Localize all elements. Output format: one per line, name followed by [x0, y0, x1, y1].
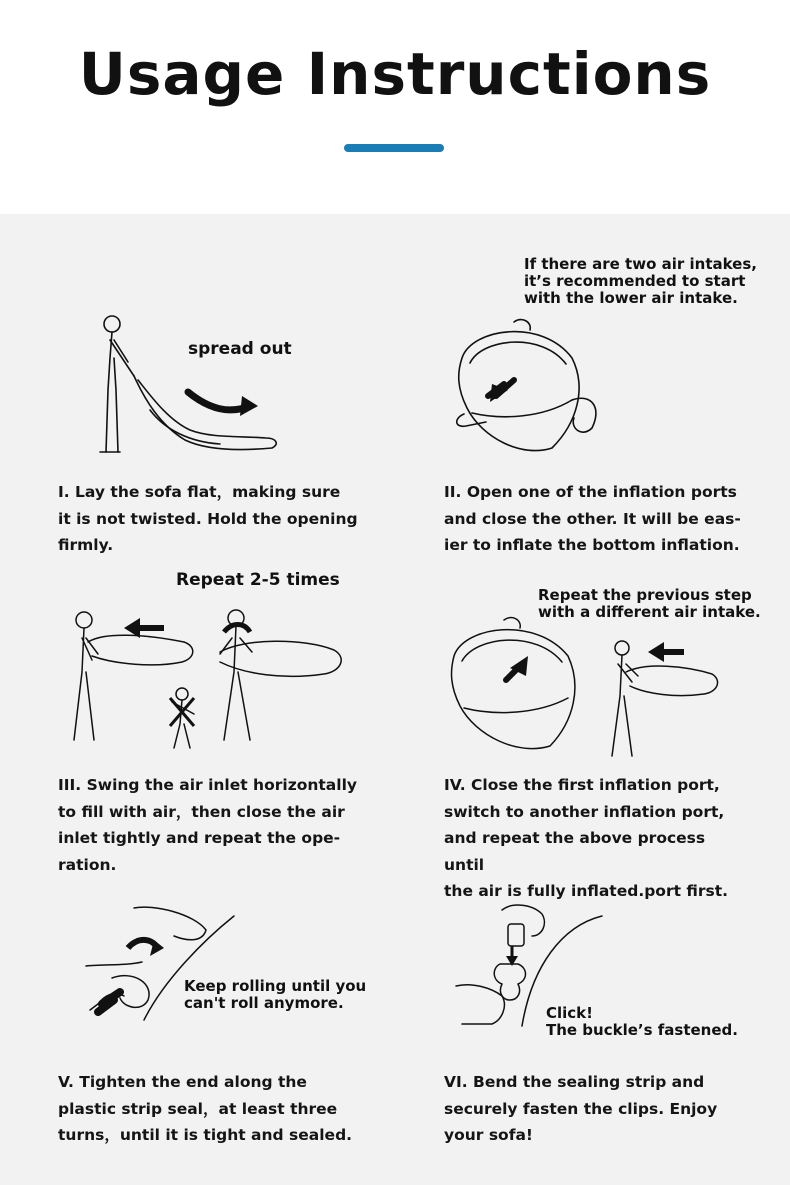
step-3-text: III. Swing the air inlet horizontally to fill with air，then close the air inlet tightly and repeat the ope- ration. [58, 776, 357, 874]
opening-air-intake-icon [452, 318, 612, 458]
step-2-illustration [452, 318, 612, 458]
step-3-illustration [64, 602, 354, 752]
swinging-sofa-icon [64, 602, 354, 752]
page-title: Usage Instructions [78, 40, 712, 108]
second-intake-icon [446, 616, 736, 761]
step-1-illustration [90, 310, 290, 460]
step-2-text: II. Open one of the inflation ports and close the other. It will be eas- ier to inflate the bottom inflation. [444, 483, 741, 554]
step-1-text: I. Lay the sofa flat，making sure it is not twisted. Hold the opening firmly. [58, 483, 358, 554]
step-3-callout: Repeat 2-5 times [176, 570, 340, 590]
step-5-callout: Keep rolling until you can't roll anymore. [184, 977, 367, 1012]
title-underline [344, 144, 444, 152]
step-2-callout: If there are two air intakes, it’s recommended to start with the lower air intake. [524, 255, 757, 307]
step-4-text: IV. Close the first inflation port, switch to another inflation port, and repeat the above process until the air is fully inflated.port first. [444, 776, 729, 900]
step-6-callout: Click! The buckle’s fastened. [546, 1004, 738, 1039]
step-4-illustration [446, 616, 736, 761]
step-1-callout: spread out [188, 339, 292, 359]
step-6-text: VI. Bend the sealing strip and securely fasten the clips. Enjoy your sofa! [444, 1073, 718, 1144]
person-spreading-sofa-icon [90, 310, 290, 460]
header [0, 0, 790, 214]
step-5-text: V. Tighten the end along the plastic strip seal，at least three turns，until it is tight and sealed. [58, 1073, 353, 1144]
step-4-callout: Repeat the previous step with a different air intake. [538, 586, 761, 621]
